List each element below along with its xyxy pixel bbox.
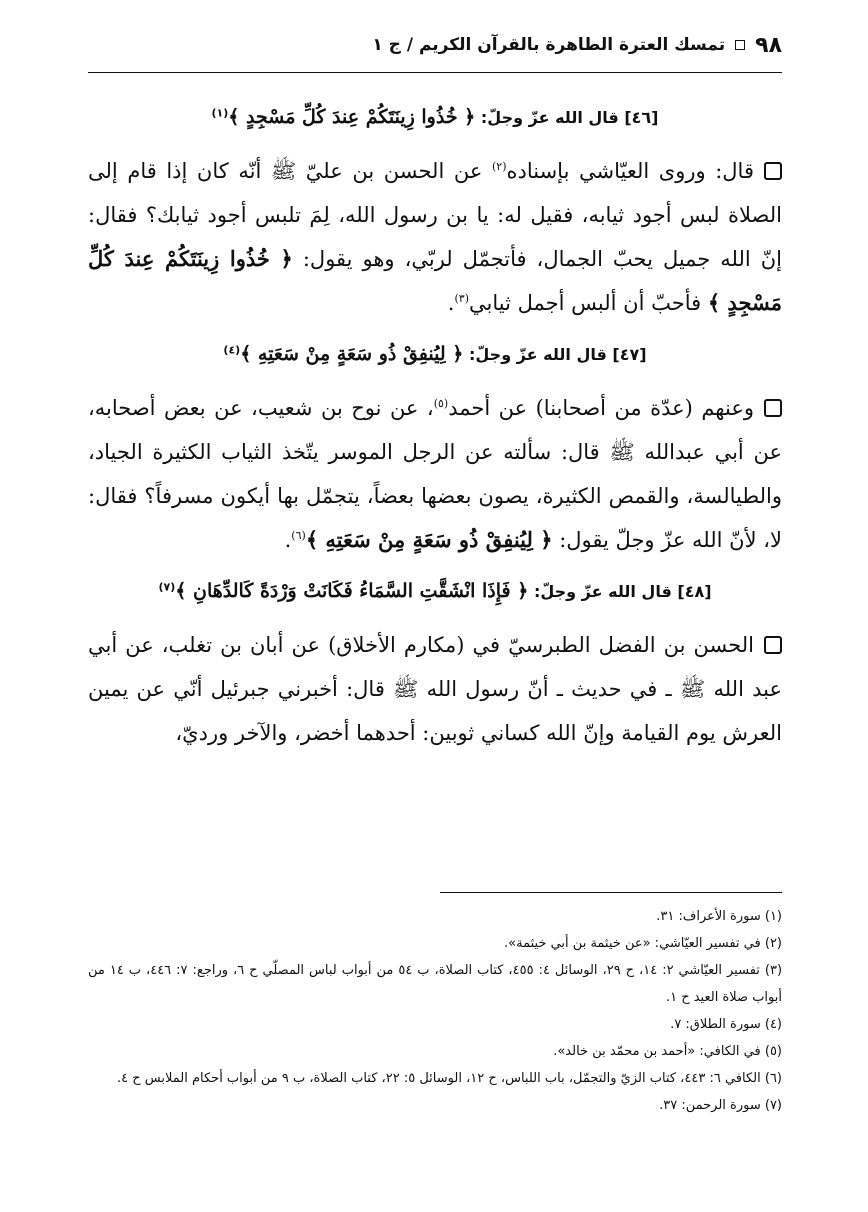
footnote-ref: (٦) [291,529,306,542]
footnote-ref: (١) [211,106,229,120]
footnote-ref: (٥) [433,397,449,410]
paragraph-text: فأحبّ أن ألبس أجمل ثيابي [469,291,708,315]
footnote: (٢) في تفسير العيّاشي: «عن خيثمة بن أبي خيثمة». [504,936,782,951]
footnote: (٧) سورة الرحمن: ٣٧. [659,1098,782,1113]
heading-intro: قال الله عزّ وجلّ: [480,108,619,127]
section-heading-48 [88,576,782,607]
paragraph-text: . [284,528,292,552]
heading-intro: قال الله عزّ وجلّ: [533,582,672,601]
footnote: (١) سورة الأعراف: ٣١. [656,909,782,924]
square-bullet-icon [764,162,782,180]
section-heading-47 [88,339,782,370]
footnote: (٤) سورة الطلاق: ٧. [670,1017,782,1032]
running-head [88,24,782,66]
footnote-ref: (٢) [491,160,507,173]
heading-ayah: ﴿ لِيُنفِقْ ذُو سَعَةٍ مِنْ سَعَتِهِ ﴾ [240,343,464,365]
paragraph-text: وعنهم (عدّة من أصحابنا) عن أحمد [448,396,754,420]
footnote-rule [440,892,782,893]
heading-intro: قال الله عزّ وجلّ: [469,345,607,364]
footnote-ref: (٣) [454,292,469,305]
square-ornament-icon [735,40,745,50]
quranic-verse: ﴿ لِيُنفِقْ ذُو سَعَةٍ مِنْ سَعَتِهِ ﴾ [305,527,553,552]
quranic-verse: ﴿ خُذُوا زِينَتَكُمْ عِندَ كُلِّ مَسْجِدٍ ﴾ [88,246,782,315]
paragraph-47 [88,386,782,562]
footnote: (٣) تفسير العيّاشي ٢: ١٤، ح ٢٩، الوسائل ٤: ٤٥٥، كتاب الصلاة، ب ٥٤ من أبواب لباس المصلّي ح ٦، وراجع: ٧: ٤٤٦، ب ١٤ من أبواب صلاة العيد ح ١. [88,963,783,1005]
paragraph-text: . [447,291,455,315]
footnote: (٦) الكافي ٦: ٤٤٣، كتاب الزيّ والتجمّل، باب اللباس، ح ١٢، الوسائل ٥: ٢٢، كتاب الصلاة، ب ٩ من أبواب أحكام الملابس ح ٤. [117,1071,782,1086]
paragraph-text: عن الحسن بن عليّ ﷺ أنّه كان إذا قام إلى الصلاة لبس أجود ثيابه، فقيل له: يا بن رسول الله، لِمَ تلبس أجود ثيابك؟ فقال: إنّ الله جميل يحبّ الجمال، فأتجمّل لربّي، وهو يقول: [88,159,783,271]
paragraph-text: قال: وروى العيّاشي بإسناده [506,159,754,183]
footnote: (٥) في الكافي: «أحمد بن محمّد بن خالد». [553,1044,782,1059]
heading-ayah: ﴿ خُذُوا زِينَتَكُمْ عِندَ كُلِّ مَسْجِدٍ ﴾ [228,106,476,128]
main-text [88,88,782,765]
page-number: ٩٨ [755,32,782,58]
heading-number: [٤٧] [612,345,647,364]
header-rule [88,72,782,73]
paragraph-46 [88,149,782,325]
footnote-ref: (٤) [223,343,241,357]
paragraph-48 [88,623,782,755]
square-bullet-icon [764,399,782,417]
square-bullet-icon [764,636,782,654]
running-head-title: تمسك العترة الطاهرة بالقرآن الكريم / ج ١ [372,35,726,55]
paragraph-text: الحسن بن الفضل الطبرسيّ في (مكارم الأخلاق) عن أبان بن تغلب، عن أبي عبد الله ﷺ ـ في حديث ـ أنّ رسول الله ﷺ قال: أخبرني جبرئيل أنّي عن يمين العرش يوم القيامة وإنّ الله كساني ثوبين: أحدهما أخضر، والآخر ورديّ، [88,633,782,745]
heading-ayah: ﴿ فَإِذَا انْشَقَّتِ السَّمَاءُ فَكَانَتْ وَرْدَةً كَالدِّهَانِ ﴾ [175,580,529,602]
heading-number: [٤٦] [624,108,659,127]
footnotes [88,903,782,1119]
heading-number: [٤٨] [677,582,712,601]
section-heading-46 [88,102,782,133]
footnote-ref: (٧) [158,580,176,594]
paragraph-text: ، عن نوح بن شعيب، عن بعض أصحابه، عن أبي عبدالله ﷺ قال: سألته عن الرجل الموسر يتّخذ الثياب الكثيرة الجياد، والطيالسة، والقمص الكثيرة، يصون بعضها بعضاً، يتجمّل بها أيكون مسرفاً؟ فقال: لا، لأنّ الله عزّ وجلّ يقول: [88,396,782,552]
